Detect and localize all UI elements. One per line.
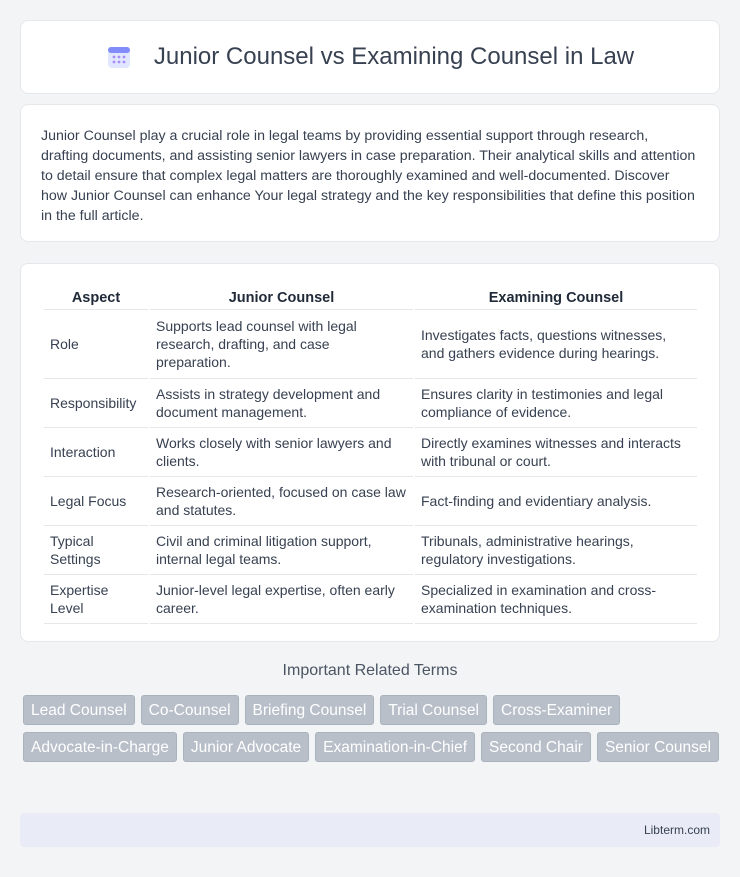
cell-aspect: Typical Settings (44, 526, 148, 575)
cell-junior: Works closely with senior lawyers and clients. (150, 428, 413, 477)
cell-examining: Specialized in examination and cross-examination techniques. (415, 575, 697, 624)
related-term-tag[interactable]: Trial Counsel (380, 695, 487, 725)
cell-junior: Civil and criminal litigation support, internal legal teams. (150, 526, 413, 575)
cell-aspect: Interaction (44, 428, 148, 477)
related-term-tag[interactable]: Examination-in-Chief (315, 732, 475, 762)
table-header-row (44, 282, 697, 310)
related-terms-title: Important Related Terms (282, 662, 458, 679)
calendar-icon (106, 44, 132, 70)
cell-junior: Assists in strategy development and document management. (150, 379, 413, 428)
header-card (20, 20, 720, 94)
related-term-tag[interactable]: Cross-Examiner (493, 695, 620, 725)
comparison-card (20, 263, 720, 642)
related-term-tag[interactable]: Lead Counsel (23, 695, 135, 725)
cell-examining: Fact-finding and evidentiary analysis. (415, 477, 697, 526)
cell-junior: Junior-level legal expertise, often early career. (150, 575, 413, 624)
related-term-tag[interactable]: Briefing Counsel (245, 695, 375, 725)
cell-junior: Supports lead counsel with legal research, drafting, and case preparation. (150, 310, 413, 379)
intro-paragraph: Junior Counsel play a crucial role in legal teams by providing essential support through research, drafting documents, and assisting senior lawyers in case preparation. Their analytical skills and attention to detail ensure that complex legal matters are thoroughly examined and well-documented. Discover how Junior Counsel can enhance Your legal strategy and the key responsibilities that define this position in the full article. (41, 128, 696, 224)
table-row (44, 310, 697, 379)
cell-aspect: Legal Focus (44, 477, 148, 526)
header-examining-counsel: Examining Counsel (415, 282, 697, 310)
cell-examining: Investigates facts, questions witnesses, and gathers evidence during hearings. (415, 310, 697, 379)
table-row (44, 379, 697, 428)
related-term-tag[interactable]: Co-Counsel (141, 695, 239, 725)
table-row (44, 428, 697, 477)
related-term-tag[interactable]: Second Chair (481, 732, 591, 762)
cell-examining: Ensures clarity in testimonies and legal compliance of evidence. (415, 379, 697, 428)
related-term-tag[interactable]: Advocate-in-Charge (23, 732, 177, 762)
related-term-tag[interactable]: Senior Counsel (597, 732, 719, 762)
table-row (44, 526, 697, 575)
cell-aspect: Role (44, 310, 148, 379)
table-row (44, 477, 697, 526)
related-term-tag[interactable]: Junior Advocate (183, 732, 309, 762)
footer (20, 813, 720, 847)
cell-examining: Directly examines witnesses and interacts with tribunal or court. (415, 428, 697, 477)
page-title: Junior Counsel vs Examining Counsel in Law (153, 43, 635, 70)
header-aspect: Aspect (44, 282, 148, 310)
related-terms-list (23, 695, 723, 762)
cell-junior: Research-oriented, focused on case law and statutes. (150, 477, 413, 526)
table-row (44, 575, 697, 624)
intro-card (20, 104, 720, 242)
cell-aspect: Expertise Level (44, 575, 148, 624)
header-junior-counsel: Junior Counsel (150, 282, 413, 310)
cell-examining: Tribunals, administrative hearings, regulatory investigations. (415, 526, 697, 575)
footer-site-name[interactable]: Libterm.com (643, 823, 710, 837)
cell-aspect: Responsibility (44, 379, 148, 428)
comparison-table (42, 282, 699, 624)
